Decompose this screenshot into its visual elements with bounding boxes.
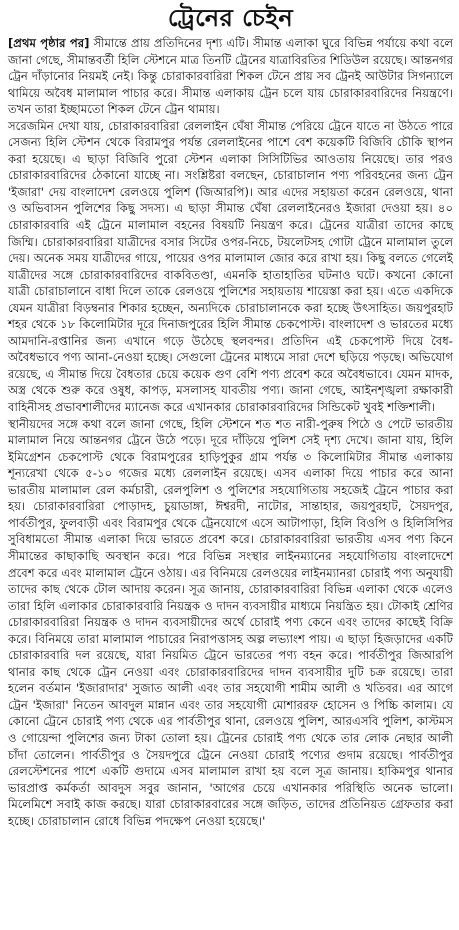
article-paragraph-1: [8, 35, 453, 118]
article-body: [8, 35, 453, 829]
clipping-bottom-edge: [0, 926, 459, 930]
article-paragraph-2: সরেজমিন দেখা যায়, চোরাকারবারিরা রেললাইন ঘেঁষা সীমান্ত পেরিয়ে ট্রেনে যাতে না উঠতে পারে সেজন্য হিলি স্টেশন থেকে বিরামপুর পর্যন্ত রেললাইনের পাশে বেশ কয়েকটি বিজিবি চৌকি স্থাপন করা হয়েছে। এ ছাড়া বিজিবি পুরো স্টেশন এলাকা সিসিটিভির আওতায় নিয়েছে। তার পরও চোরাকারবারিদের ঠেকানো যাচ্ছে না। সংশ্লিষ্টরা বলছেন, চোরাচালান পণ্য পরিবহনের জন্য ট্রেন 'ইজারা' দেয় বাংলাদেশ রেলওয়ে পুলিশ (জিআরপি)। আর এদের সহায়তা করেন রেলওয়ে, থানা ও অভিবাসন পুলিশের কিছু সদস্য। এ ছাড়া সীমান্ত ঘেঁষা রেললাইনেরও ইজারা দেওয়া হয়। ৪০ চোরাকারবারি এই ট্রেনে মালামাল বহনের বিষয়টি নিয়ন্ত্রণ করে। ট্রেনের যাত্রীরা তাদের কাছে জিম্মি। চোরাকারবারিরা যাত্রীদের বসার সিটের ওপর-নিচে, টয়লেটসহ গোটা ট্রেনে মালামাল তুলে দেয়। অনেক সময় যাত্রীদের গায়ে, পায়ের ওপর মালামাল জোর করে রাখা হয়। কিছু বলতে গেলেই যাত্রীদের সঙ্গে চোরাকারবারিদের বাকবিতণ্ডা, এমনকি হাতাহাতির ঘটনাও ঘটে। কখনো কোনো যাত্রী চোরাচালানে বাধা দিলে তাকে রেলওয়ে পুলিশের সহায়তায় শায়েস্তা করা হয়। এতে একদিকে যেমন যাত্রীরা বিড়ম্বনার শিকার হচ্ছেন, অন্যদিকে চোরাচালানকে করা হচ্ছে উৎসাহিত। জয়পুরহাট শহর থেকে ১৮ কিলোমিটার দূরে দিনাজপুরের হিলি সীমান্ত চেকপোস্ট। বাংলাদেশ ও ভারতের মধ্যে আমদানি-রপ্তানির জন্য এখানে গড়ে উঠেছে স্থলবন্দর। প্রতিদিন এই চেকপোস্ট দিয়ে বৈধ-অবৈধভাবে পণ্য আনা-নেওয়া হচ্ছে। সেগুলো ট্রেনের মাধ্যমে সারা দেশে ছড়িয়ে পড়ছে। অভিযোগ রয়েছে, এ সীমান্ত দিয়ে বৈধতার চেয়ে কয়েক গুণ বেশি পণ্য প্রবেশ করে অবৈধভাবে। যেমন মাদক, অস্ত্র থেকে শুরু করে ওষুধ, কাপড়, মসলাসহ যাবতীয় পণ্য। জানা গেছে, আইনশৃঙ্খলা রক্ষাকারী বাহিনীসহ প্রভাবশালীদের ম্যানেজ করে এখানকার চোরাকারবারিদের সিন্ডিকেট খুবই শক্তিশালী।: [8, 118, 454, 415]
continuation-marker: [প্রথম পৃষ্ঠার পর]: [8, 36, 90, 50]
article-paragraph-3: স্থানীয়দের সঙ্গে কথা বলে জানা গেছে, হিলি স্টেশনে শত শত নারী-পুরুষ পিঠে ও পেটে ভারতীয় মালামাল নিয়ে আন্তনগর ট্রেনে উঠে পড়ে। দূরে দাঁড়িয়ে পুলিশ সেই দৃশ্য দেখে। জানা যায়, হিলি ইমিগ্রেশন চেকপোস্ট থেকে বিরামপুরের হাড়িপুকুর গ্রাম পর্যন্ত ৩ কিলোমিটার সীমান্ত এলাকায় শূন্যরেখা থেকে ৫-১০ গজের মধ্যে রেললাইন রয়েছে। এসব এলাকা দিয়ে পাচার করে আনা ভারতীয় মালামাল রেল কর্মচারী, রেলপুলিশ ও পুলিশের সহযোগিতায় সহজেই ট্রেনে পাচার করা হয়। চোরাকারবারিরা পোড়াদহ, চুয়াডাঙ্গা, ঈশ্বরদী, নাটোর, সান্তাহার, জয়পুরহাট, সৈয়দপুর, পার্বতীপুর, ফুলবাড়ী এবং বিরামপুর থেকে ট্রেনযোগে এসে আটাপাড়া, হিলি বিওপি ও হিলিসিপির সুবিধামতো সীমান্ত এলাকা দিয়ে ভারতে প্রবেশ করে। চোরাকারবারিরা ভারতীয় এসব পণ্য কিনে সীমান্তের কাছাকাছি অবস্থান করে। পরে বিভিন্ন সংস্থার লাইনম্যানের সহযোগিতায় বাংলাদেশে প্রবেশ করে এবং মালামাল ট্রেনে ওঠায়। এর বিনিময়ে রেলওয়ের লাইনম্যানরা চোরাই পণ্য অনুযায়ী তাদের কাছ থেকে টোল আদায় করেন। সূত্র জানায়, চোরাকারবারিরা বিভিন্ন এলাকা থেকে এলেও তারা হিলি এলাকার চোরাকারবারি নিয়ন্ত্রক ও দাদন ব্যবসায়ীর মাধ্যমে নিয়ন্ত্রিত হয়। টোকাই শ্রেণির চোরাকারবারিরা নিয়ন্ত্রক ও দাদন ব্যবসায়ীদের অর্থে চোরাই পণ্য কেনে এবং তাদের কাছেই বিক্রি করে। বিনিময়ে তারা মালামাল পাচারের নিরাপত্তাসহ অল্প লভ্যাংশ পায়। এ ছাড়া হিজড়াদের একটি চোরাকারবারি দল রয়েছে, যারা নিয়মিত ট্রেনে ভারতের পণ্য বহন করে। পার্বতীপুর জিআরপি থানার কাছ থেকে ট্রেন নেওয়া এবং চোরাকারবারিদের দাদন ব্যবসায়ীর দুটি চক্র রয়েছে। তারা হলেন বর্তমান 'ইজারাদার' সুজাত আলী এবং তার সহযোগী শামীম আলী ও খতিবর। এর আগে ট্রেন 'ইজারা' নিতেন আবদুল মান্নান এবং তার সহযোগী মোশাররফ হোসেন ও পিচ্চি কালাম। যে কোনো ট্রেনে চোরাই পণ্য থেকে এর পার্বতীপুর থানা, রেলওয়ে পুলিশ, আরএসবি পুলিশ, কাস্টমস ও গোয়েন্দা পুলিশের জন্য টাকা তোলা হয়। ট্রেনের চোরাই পণ্য থেকে তার লোক নেছার আলী চাঁদা তোলেন। পার্বতীপুর ও সৈয়দপুরে ট্রেনে নেওয়া চোরাই পণ্যের গুদাম রয়েছে। পার্বতীপুর রেলস্টেশনের পাশে একটি গুদামে এসব মালামাল রাখা হয় বলে সূত্র জানায়। হাকিমপুর থানার ভারপ্রাপ্ত কর্মকর্তা আবদুস সবুর জানান, 'আগের চেয়ে এখানকার পরিস্থিতি অনেক ভালো। মিলেমিশে সবাই কাজ করছে। যারা চোরাকারবারের সঙ্গে জড়িত, তাদের প্রতিনিয়ত গ্রেফতার করা হচ্ছে। চোরাচালান রোধে বিভিন্ন পদক্ষেপ নেওয়া হয়েছে।': [8, 416, 453, 828]
paragraph-text: সীমান্তে প্রায় প্রতিদিনের দৃশ্য এটি। সীমান্ত এলাকা ঘুরে বিভিন্ন পর্যায়ে কথা বলে জানা গেছে, সীমান্তবর্তী হিলি স্টেশনে মাত্র তিনটি ট্রেনের যাত্রাবিরতির শিডিউল রয়েছে। আন্তনগর ট্রেন দাঁড়ানোর নিয়মই নেই। কিন্তু চোরাকারবারিরা শিকল টেনে প্রায় সব ট্রেনই আউটার সিগন্যালে থামিয়ে অবৈধ মালামাল পাচার করে। সীমান্ত এলাকায় ট্রেন চলে যায় চোরাকারবারিদের নিয়ন্ত্রণে। তখন তারা ইচ্ছামতো শিকল টেনে ট্রেন থামায়।: [8, 36, 454, 117]
article-headline: ট্রেনের চেইন: [167, 3, 294, 32]
